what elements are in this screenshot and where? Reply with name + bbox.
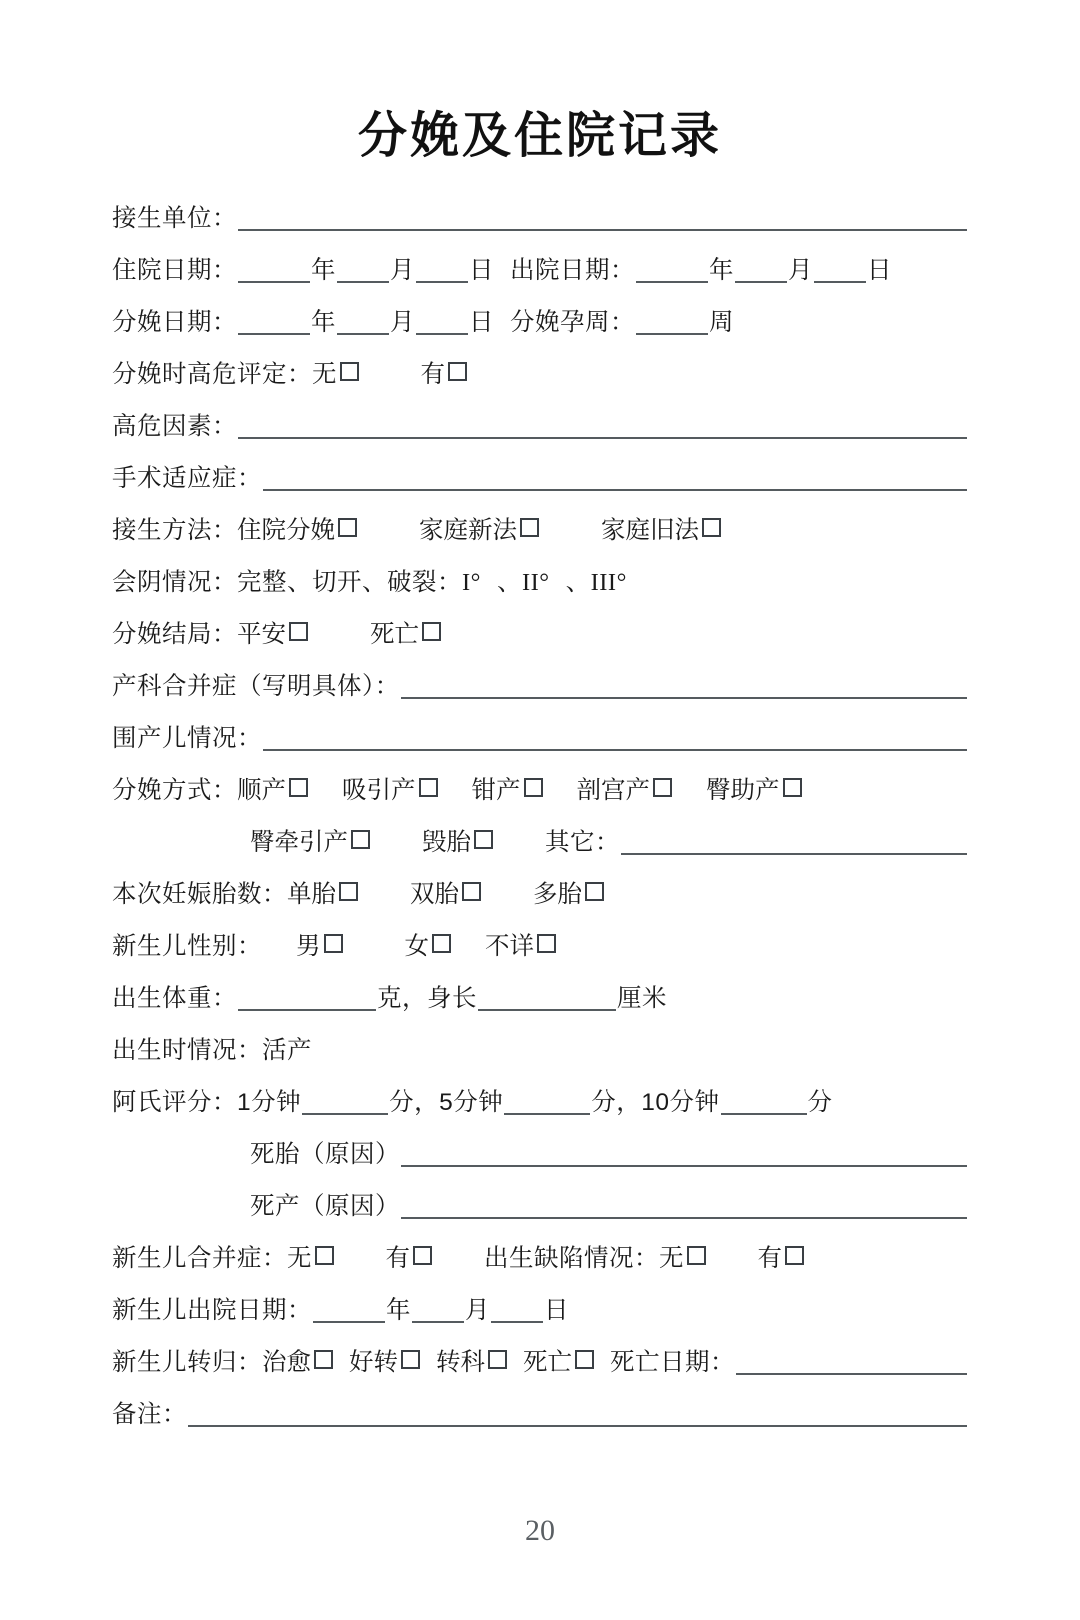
- option-label: 治愈: [262, 1348, 311, 1376]
- option-label: 吸引产: [342, 776, 416, 804]
- checkbox-icon[interactable]: [419, 778, 438, 797]
- delivery-attendance-option-2[interactable]: [601, 516, 721, 544]
- newborn-outcome-option-1[interactable]: [349, 1348, 420, 1376]
- delivery-mode-option-2[interactable]: [471, 776, 543, 804]
- newborn-complications-option-no[interactable]: [287, 1244, 334, 1272]
- checkbox-icon[interactable]: [413, 1246, 432, 1265]
- apgar-1min-label: 1分钟: [237, 1088, 302, 1116]
- checkbox-icon[interactable]: [340, 362, 359, 381]
- newborn-sex-label: 新生儿性别：: [112, 932, 262, 960]
- birth-condition-label: 出生时情况：: [112, 1036, 262, 1064]
- delivery-mode-option-3[interactable]: [576, 776, 673, 804]
- checkbox-icon[interactable]: [702, 518, 721, 537]
- row-newborn-discharge-date: [112, 1292, 968, 1323]
- option-label: 死亡: [523, 1348, 572, 1376]
- birth-defects-option-yes[interactable]: [757, 1244, 805, 1272]
- row-delivery-outcome: [112, 616, 968, 647]
- row-remarks: [112, 1396, 968, 1427]
- delivery-day-input[interactable]: [416, 308, 468, 335]
- option-label: 转科: [436, 1348, 485, 1376]
- row-delivery-mode-continued: [112, 824, 968, 855]
- obstetric-complications-input[interactable]: [401, 672, 967, 699]
- birth-condition-value: 活产: [262, 1036, 312, 1064]
- form-body: [0, 164, 1080, 1427]
- option-label: 家庭新法: [419, 516, 517, 544]
- checkbox-icon[interactable]: [351, 830, 370, 849]
- checkbox-icon[interactable]: [520, 518, 539, 537]
- checkbox-icon[interactable]: [338, 518, 357, 537]
- delivery-year-input[interactable]: [238, 308, 310, 335]
- newborn-discharge-date-label: 新生儿出院日期：: [112, 1296, 312, 1324]
- fetus-count-option-1[interactable]: [410, 880, 481, 908]
- high-risk-factors-label: 高危因素：: [112, 412, 237, 440]
- newborn-death-date-label: 死亡日期：: [610, 1348, 735, 1376]
- institution-input[interactable]: [238, 204, 967, 231]
- birth-length-input[interactable]: [478, 984, 616, 1011]
- checkbox-icon[interactable]: [687, 1246, 706, 1265]
- option-label: 好转: [349, 1348, 398, 1376]
- row-admission-discharge-date: [112, 252, 968, 283]
- option-label: 臀助产: [706, 776, 780, 804]
- remarks-label: 备注：: [112, 1400, 187, 1428]
- delivery-mode-option-6[interactable]: [422, 828, 493, 856]
- option-label: 臀牵引产: [250, 828, 348, 856]
- delivery-day-unit: 日: [469, 308, 494, 336]
- surgical-indication-input[interactable]: [263, 464, 967, 491]
- delivery-mode-option-5[interactable]: [250, 828, 370, 856]
- delivery-mode-other-label: 其它：: [545, 828, 620, 856]
- perineum-text: 完整、切开、破裂：: [237, 568, 462, 596]
- perineum-separator-2: 、: [565, 568, 591, 596]
- row-obstetric-complications: [112, 668, 968, 699]
- checkbox-icon[interactable]: [524, 778, 543, 797]
- checkbox-icon[interactable]: [783, 778, 802, 797]
- newborn-discharge-year-input[interactable]: [313, 1296, 385, 1323]
- apgar-10min-label: 分，10分钟: [591, 1088, 720, 1116]
- apgar-label: 阿氏评分：: [112, 1088, 237, 1116]
- checkbox-icon[interactable]: [339, 882, 358, 901]
- option-label: 家庭旧法: [601, 516, 699, 544]
- discharge-month-unit: 月: [788, 256, 813, 284]
- gestational-week-unit: 周: [709, 308, 734, 336]
- page-number: 20: [525, 1514, 555, 1547]
- discharge-day-unit: 日: [867, 256, 892, 284]
- gestational-week-label: 分娩孕周：: [510, 308, 635, 336]
- option-label: 无: [287, 1244, 312, 1272]
- fetus-count-option-2[interactable]: [533, 880, 604, 908]
- apgar-1min-input[interactable]: [302, 1088, 388, 1115]
- discharge-year-unit: 年: [709, 256, 734, 284]
- newborn-outcome-label: 新生儿转归：: [112, 1348, 262, 1376]
- checkbox-icon[interactable]: [315, 1246, 334, 1265]
- high-risk-option-no[interactable]: [312, 360, 359, 388]
- admission-month-input[interactable]: [337, 256, 389, 283]
- newborn-outcome-option-2[interactable]: [436, 1348, 507, 1376]
- surgical-indication-label: 手术适应症：: [112, 464, 262, 492]
- perineum-label: 会阴情况：: [112, 568, 237, 596]
- birth-weight-label: 出生体重：: [112, 984, 237, 1012]
- apgar-10min-input[interactable]: [721, 1088, 807, 1115]
- delivery-mode-option-0[interactable]: [237, 776, 308, 804]
- perinatal-status-label: 围产儿情况：: [112, 724, 262, 752]
- apgar-5min-label: 分，5分钟: [389, 1088, 504, 1116]
- row-birth-measurements: [112, 980, 968, 1011]
- checkbox-icon[interactable]: [401, 1350, 420, 1369]
- delivery-outcome-option-1[interactable]: [370, 620, 441, 648]
- delivery-outcome-label: 分娩结局：: [112, 620, 237, 648]
- apgar-5min-input[interactable]: [504, 1088, 590, 1115]
- remarks-input[interactable]: [188, 1400, 967, 1427]
- birth-length-unit: 厘米: [617, 984, 667, 1012]
- option-label: 平安: [237, 620, 286, 648]
- fetus-count-option-0[interactable]: [287, 880, 358, 908]
- option-label: 不详: [485, 932, 534, 960]
- newborn-death-date-input[interactable]: [736, 1348, 967, 1375]
- admission-year-input[interactable]: [238, 256, 310, 283]
- option-label: 单胎: [287, 880, 336, 908]
- apgar-unit: 分: [807, 1088, 833, 1116]
- page-title: 分娩及住院记录: [357, 109, 722, 163]
- admission-year-unit: 年: [311, 256, 336, 284]
- newborn-sex-option-male[interactable]: [296, 932, 343, 960]
- row-stillbirth-intrapartum: [112, 1188, 968, 1219]
- high-risk-option-yes[interactable]: [420, 360, 468, 388]
- newborn-sex-option-female[interactable]: [404, 932, 452, 960]
- checkbox-icon[interactable]: [474, 830, 493, 849]
- admission-month-unit: 月: [390, 256, 415, 284]
- newborn-outcome-option-0[interactable]: [262, 1348, 333, 1376]
- row-high-risk-factors: [112, 408, 968, 439]
- delivery-mode-label: 分娩方式：: [112, 776, 237, 804]
- newborn-sex-option-unknown[interactable]: [485, 932, 556, 960]
- row-institution: [112, 200, 968, 231]
- row-newborn-sex: [112, 928, 968, 959]
- checkbox-icon[interactable]: [422, 622, 441, 641]
- row-surgical-indication: [112, 460, 968, 491]
- row-apgar-score: [112, 1084, 968, 1115]
- newborn-complications-option-yes[interactable]: [385, 1244, 433, 1272]
- high-risk-no-label: 无: [312, 360, 337, 388]
- delivery-attendance-label: 接生方法：: [112, 516, 237, 544]
- fetus-count-label: 本次妊娠胎数：: [112, 880, 287, 908]
- newborn-discharge-year-unit: 年: [386, 1296, 411, 1324]
- row-delivery-attendance: [112, 512, 968, 543]
- newborn-discharge-month-input[interactable]: [412, 1296, 464, 1323]
- option-label: 住院分娩: [237, 516, 335, 544]
- delivery-date-label: 分娩日期：: [112, 308, 237, 336]
- option-label: 顺产: [237, 776, 286, 804]
- checkbox-icon[interactable]: [289, 778, 308, 797]
- birth-defects-label: 出生缺陷情况：: [484, 1244, 659, 1272]
- obstetric-complications-label: 产科合并症（写明具体）：: [112, 672, 400, 700]
- delivery-attendance-option-1[interactable]: [419, 516, 539, 544]
- row-stillbirth-fetal: [112, 1136, 968, 1167]
- admission-day-input[interactable]: [416, 256, 468, 283]
- option-label: 死亡: [370, 620, 419, 648]
- stillbirth-fetal-label: 死胎（原因）: [250, 1140, 400, 1168]
- gestational-week-input[interactable]: [636, 308, 708, 335]
- checkbox-icon[interactable]: [488, 1350, 507, 1369]
- discharge-year-input[interactable]: [636, 256, 708, 283]
- option-label: 双胎: [410, 880, 459, 908]
- admission-date-label: 住院日期：: [112, 256, 237, 284]
- birth-defects-option-no[interactable]: [659, 1244, 706, 1272]
- row-perineum: [112, 564, 968, 595]
- row-delivery-date: [112, 304, 968, 335]
- newborn-discharge-day-unit: 日: [544, 1296, 569, 1324]
- option-label: 毁胎: [422, 828, 471, 856]
- option-label: 女: [404, 932, 429, 960]
- option-label: 剖宫产: [576, 776, 650, 804]
- checkbox-icon[interactable]: [462, 882, 481, 901]
- row-high-risk-assessment: [112, 356, 968, 387]
- option-label: 钳产: [471, 776, 521, 804]
- perineum-degree-3: III°: [590, 568, 627, 596]
- high-risk-yes-label: 有: [420, 360, 445, 388]
- delivery-year-unit: 年: [311, 308, 336, 336]
- discharge-month-input[interactable]: [735, 256, 787, 283]
- newborn-discharge-month-unit: 月: [465, 1296, 490, 1324]
- newborn-complications-label: 新生儿合并症：: [112, 1244, 287, 1272]
- discharge-date-label: 出院日期：: [510, 256, 635, 284]
- option-label: 男: [296, 932, 321, 960]
- stillbirth-fetal-input[interactable]: [401, 1140, 967, 1167]
- checkbox-icon[interactable]: [575, 1350, 594, 1369]
- birth-weight-unit: 克，身长: [377, 984, 477, 1012]
- high-risk-factors-input[interactable]: [238, 412, 967, 439]
- option-label: 多胎: [533, 880, 582, 908]
- perineum-degree-1: I°: [462, 568, 481, 596]
- row-newborn-complications: [112, 1240, 968, 1271]
- newborn-outcome-option-3[interactable]: [523, 1348, 594, 1376]
- perineum-degree-2: II°: [521, 568, 550, 596]
- checkbox-icon[interactable]: [653, 778, 672, 797]
- delivery-month-unit: 月: [390, 308, 415, 336]
- checkbox-icon[interactable]: [432, 934, 451, 953]
- checkbox-icon[interactable]: [289, 622, 308, 641]
- birth-weight-input[interactable]: [238, 984, 376, 1011]
- perinatal-status-input[interactable]: [263, 724, 967, 751]
- option-label: 无: [659, 1244, 684, 1272]
- row-fetus-count: [112, 876, 968, 907]
- row-perinatal-status: [112, 720, 968, 751]
- high-risk-assessment-label: 分娩时高危评定：: [112, 360, 312, 388]
- checkbox-icon[interactable]: [785, 1246, 804, 1265]
- delivery-outcome-option-0[interactable]: [237, 620, 308, 648]
- stillbirth-intrapartum-label: 死产（原因）: [250, 1192, 400, 1220]
- perineum-separator-1: 、: [496, 568, 522, 596]
- option-label: 有: [757, 1244, 782, 1272]
- checkbox-icon[interactable]: [585, 882, 604, 901]
- checkbox-icon[interactable]: [314, 1350, 333, 1369]
- delivery-mode-option-1[interactable]: [342, 776, 438, 804]
- admission-day-unit: 日: [469, 256, 494, 284]
- checkbox-icon[interactable]: [324, 934, 343, 953]
- discharge-day-input[interactable]: [814, 256, 866, 283]
- newborn-discharge-day-input[interactable]: [491, 1296, 543, 1323]
- institution-label: 接生单位：: [112, 204, 237, 232]
- delivery-attendance-option-0[interactable]: [237, 516, 357, 544]
- delivery-month-input[interactable]: [337, 308, 389, 335]
- delivery-mode-option-4[interactable]: [706, 776, 802, 804]
- row-newborn-outcome: [112, 1344, 968, 1375]
- delivery-mode-other-input[interactable]: [621, 828, 967, 855]
- option-label: 有: [385, 1244, 410, 1272]
- checkbox-icon[interactable]: [537, 934, 556, 953]
- row-delivery-mode: [112, 772, 968, 803]
- row-birth-condition: [112, 1032, 968, 1063]
- stillbirth-intrapartum-input[interactable]: [401, 1192, 967, 1219]
- checkbox-icon[interactable]: [448, 362, 467, 381]
